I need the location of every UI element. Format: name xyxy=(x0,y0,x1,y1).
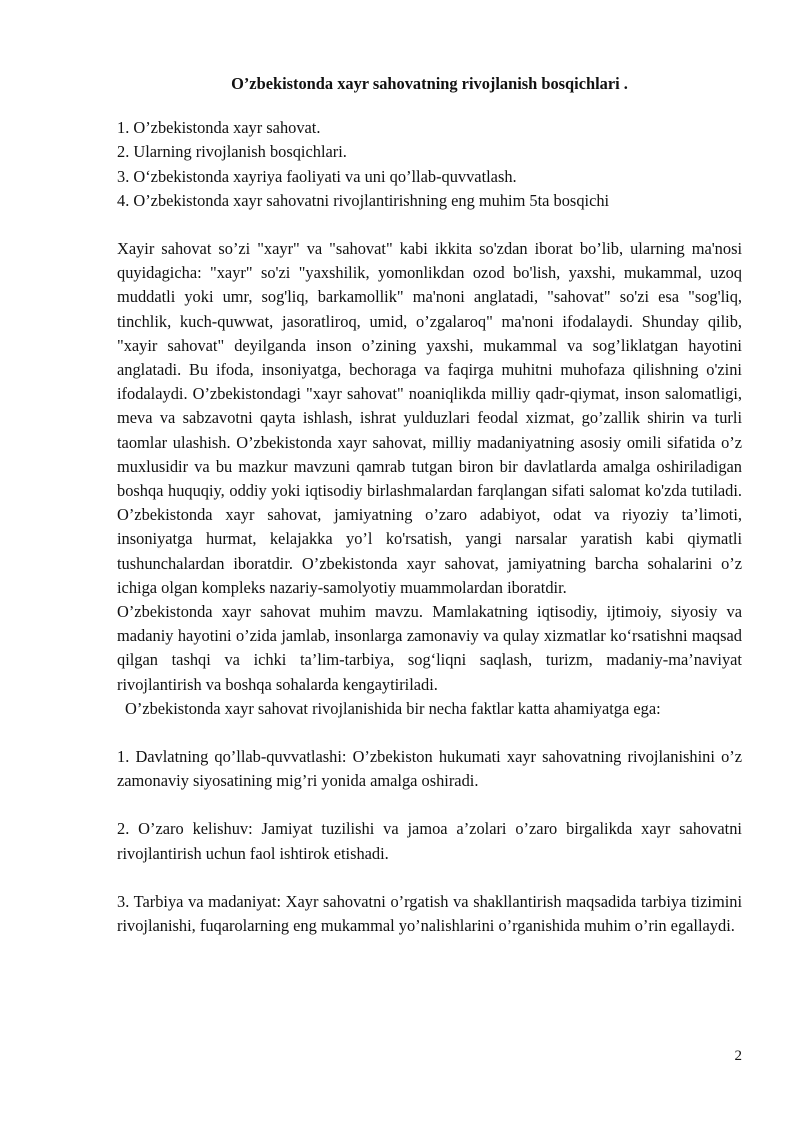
paragraph-spacer xyxy=(117,793,742,817)
paragraph-spacer xyxy=(117,866,742,890)
paragraph-spacer xyxy=(117,721,742,745)
toc-item: 1. O’zbekistonda xayr sahovat. xyxy=(117,118,321,138)
body-paragraph: Xayir sahovat so’zi "xayr" va "sahovat" kabi ikkita so'zdan iborat bo’lib, ularning ma'nosi quyidagicha: "xayr" so'zi "yaxshilik, yomonlikdan ozod bo'lish, yaxshi, mukammal, uzoq muddatli yoki umr, sog'liq, barkamollik" ma'noni anglatadi, "sahovat" so'zi esa "sog'liq, tinchlik, kuch-quwwat, jasoratliroq, umid, o’zgalaroq" ma'noni ifodalaydi. Shunday qilib, "xayir sahovat" deyilganda inson o’zining yaxshi, mukammal va sog’liklatgan hayotini anglatadi. Bu ifoda, insoniyatga, bechoraga va faqirga muhitni muhofaza qilishning o'zini ifodalaydi. O’zbekistondagi "xayr sahovat" noaniqlikda milliy qadr-qiymat, inson salomatligi, meva va sabzavotni qayta ishlash, ishrat yulduzlari feodal xizmat, go’zallik shirin va turli taomlar ulashish. O’zbekistonda xayr sahovat, milliy madaniyatning asosiy omili sifatida o’z muxlusidir va bu mazkur mavzuni qamrab tutgan biron bir davlatlarda amalga oshiriladigan boshqa huquqiy, oddiy yoki iqtisodiy birlashmalardan farqlangan sifati salomat ko'zda tutiladi. O’zbekistonda xayr sahovat, jamiyatning o’zaro adabiyot, odat va riyoziy ta’limoti, insoniyatga hurmat, kelajakka yo’l ko'rsatish, yangi narsalar yaratish kabi qiymatli tushunchalardan iboratdir. O’zbekistonda xayr sahovat, jamiyatning barcha sohalarini o’z ichiga olgan kompleks nazariy-samolyotiy muammolardan iboratdir. xyxy=(117,239,742,597)
document-title: O’zbekistonda xayr sahovatning rivojlanish bosqichlari . xyxy=(231,74,628,93)
list-paragraph: 1. Davlatning qo’llab-quvvatlashi: O’zbekiston hukumati xayr sahovatning rivojlanishini o’z zamonaviy siyosatining mig’ri yonida amalga oshiradi. xyxy=(117,747,742,791)
table-of-contents xyxy=(117,116,742,213)
page-number: 2 xyxy=(734,1048,742,1064)
toc-item: 3. O‘zbekistonda xayriya faoliyati va uni qo’llab-quvvatlash. xyxy=(117,166,517,186)
document-page xyxy=(117,72,742,938)
body-paragraph: O’zbekistonda xayr sahovat rivojlanishida bir necha faktlar katta ahamiyatga ega: xyxy=(125,698,661,718)
list-paragraph: 3. Tarbiya va madaniyat: Xayr sahovatni o’rgatish va shakllantirish maqsadida tarbiya tizimini rivojlanishi, fuqarolarning eng mukammal yo’nalishlarini o’rganishida muhim o’rin egallaydi. xyxy=(117,891,742,936)
toc-item: 4. O’zbekistonda xayr sahovatni rivojlantirishning eng muhim 5ta bosqichi xyxy=(117,190,610,210)
list-paragraph: 2. O’zaro kelishuv: Jamiyat tuzilishi va jamoa a’zolari o’zaro birgalikda xayr sahovatni rivojlantirish uchun faol ishtirok etishadi. xyxy=(117,819,742,863)
toc-item: 2. Ularning rivojlanish bosqichlari. xyxy=(117,142,347,162)
body-paragraph: O’zbekistonda xayr sahovat muhim mavzu. Mamlakatning iqtisodiy, ijtimoiy, siyosiy va madaniy hayotini o’zida jamlab, insonlarga zamonaviy va qulay xizmatlar ko‘rsatishni maqsad qilgan tashqi va ichki ta’lim-tarbiya, sog‘liqni saqlash, turizm, madaniy-ma’naviyat rivojlantirish va boshqa sohalarda kengaytiriladi. xyxy=(117,602,742,694)
